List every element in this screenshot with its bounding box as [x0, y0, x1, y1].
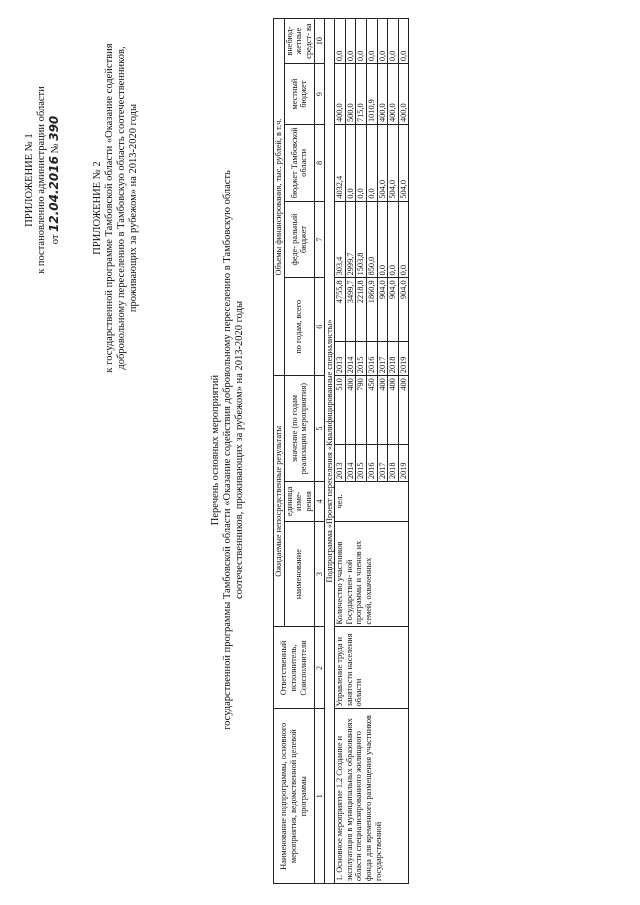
activity-responsible: Управление труда и занятости населения области: [335, 627, 409, 709]
col-header-local: местный бюджет: [284, 64, 314, 125]
col-header-value: значение (по годам реализации мероприятия): [284, 376, 314, 482]
appendix1-number: 390: [47, 115, 61, 141]
cell-fin-year: 2014: [345, 341, 356, 375]
appendix2-line2: добровольному переселению в Тамбовскую область соотечественников,: [116, 46, 127, 370]
cell-local: 500,0: [345, 64, 356, 125]
cell-federal: 1503,8: [356, 201, 367, 278]
appendix1-line1: к постановлению администрации области: [36, 86, 47, 274]
col-header-unit: единица изме- рения: [284, 482, 314, 522]
cell-value: 400: [377, 376, 388, 445]
col-header-responsible: Ответственный исполнитель, Соисполнители: [274, 627, 315, 709]
cell-value: 400: [345, 376, 356, 445]
cell-year: 2019: [398, 445, 409, 482]
cell-regional: 0,0: [345, 124, 356, 201]
cell-extra: 0,0: [345, 19, 356, 64]
cell-value: 510: [335, 376, 346, 445]
col-header-regional: бюджет Тамбовской области: [284, 124, 314, 201]
cell-extra: 0,0: [366, 19, 377, 64]
col-header-ind-name: наименование: [284, 521, 314, 627]
cell-local: 400,0: [335, 64, 346, 125]
rotated-sheet: [10, 10, 610, 890]
cell-value: 790: [356, 376, 367, 445]
col-num-8: 8: [314, 124, 324, 201]
appendix1-date-prefix: от: [50, 234, 61, 245]
cell-fin-year: 2018: [388, 341, 399, 375]
cell-total: 2218,8: [356, 278, 367, 341]
cell-extra: 0,0: [377, 19, 388, 64]
cell-local: 400,0: [388, 64, 399, 125]
heading-line3: соотечественников, проживающих за рубежом» на 2013-2020 годы: [234, 300, 245, 600]
appendix1-line2: [48, 30, 62, 330]
activities-table: [273, 18, 409, 884]
cell-year: 2014: [345, 445, 356, 482]
appendix2-line3: проживающих за рубежом» на 2013-2020 годы: [128, 103, 139, 313]
cell-local: 400,0: [377, 64, 388, 125]
col-num-4: 4: [314, 482, 324, 522]
col-num-1: 1: [314, 709, 324, 884]
col-header-by-years: по годам, всего: [284, 278, 314, 376]
cell-extra: 0,0: [356, 19, 367, 64]
cell-regional: 504,0: [377, 124, 388, 201]
subprogram-row: [324, 19, 335, 884]
cell-value: 450: [366, 376, 377, 445]
col-header-finance: Объемы финансирования, тыс. рублей, в т.ч.: [274, 19, 285, 376]
activity-name: 1. Основное мероприятие 1.2 Создание и эксплуатация в муниципальных образованиях области специализированного жилищного фонда для временного размещения участников государственной: [335, 709, 409, 884]
cell-year: 2017: [377, 445, 388, 482]
cell-year: 2015: [356, 445, 367, 482]
cell-local: 715,0: [356, 64, 367, 125]
cell-total: 4755,8: [335, 278, 346, 341]
cell-regional: 504,0: [398, 124, 409, 201]
col-header-extra: внебюд- жетные средст- ва: [284, 19, 314, 64]
subprogram-title: Подпрограмма «Проект переселения «Квалифицированные специалисты»: [324, 19, 335, 884]
appendix1-number-label: №: [50, 143, 61, 154]
document-heading: [210, 110, 246, 790]
col-header-federal: феде- ральный бюджет: [284, 201, 314, 278]
col-header-name: Наименование подпрограммы, основного мероприятия, ведомственной целевой программы: [274, 709, 315, 884]
appendix2-title: ПРИЛОЖЕНИЕ № 2: [92, 161, 103, 255]
activity-indicator: Количество участников Государствен- ной программы и членов их семей, охваченных: [335, 521, 409, 627]
col-num-6: 6: [314, 278, 324, 376]
cell-total: 1860,9: [366, 278, 377, 341]
cell-total: 904,0: [377, 278, 388, 341]
appendix2-block: [92, 18, 140, 398]
cell-total: 3499,7: [345, 278, 356, 341]
table-row: [335, 19, 346, 884]
cell-year: 2018: [388, 445, 399, 482]
cell-regional: 0,0: [356, 124, 367, 201]
cell-fin-year: 2017: [377, 341, 388, 375]
col-header-expected: Ожидаемые непосредственные результаты: [274, 376, 285, 627]
appendix1-title: ПРИЛОЖЕНИЕ № 1: [24, 133, 35, 227]
col-num-7: 7: [314, 201, 324, 278]
cell-year: 2016: [366, 445, 377, 482]
col-num-10: 10: [314, 19, 324, 64]
column-number-row: [314, 19, 324, 884]
cell-federal: 303,4: [335, 201, 346, 278]
cell-regional: 4032,4: [335, 124, 346, 201]
cell-fin-year: 2019: [398, 341, 409, 375]
col-num-3: 3: [314, 521, 324, 627]
cell-fin-year: 2016: [366, 341, 377, 375]
appendix1-block: [24, 30, 62, 330]
cell-regional: 0,0: [366, 124, 377, 201]
cell-federal: 0,0: [388, 201, 399, 278]
cell-extra: 0,0: [388, 19, 399, 64]
cell-federal: 850,0: [366, 201, 377, 278]
cell-regional: 504,0: [388, 124, 399, 201]
cell-extra: 0,0: [335, 19, 346, 64]
cell-fin-year: 2015: [356, 341, 367, 375]
cell-local: 1010,9: [366, 64, 377, 125]
heading-line2: государственной программы Тамбовской области «Оказание содействия добровольному переселению в Тамбовскую область: [222, 170, 233, 730]
cell-fin-year: 2013: [335, 341, 346, 375]
appendix1-date: 12.04.2016: [47, 156, 61, 232]
cell-value: 400: [398, 376, 409, 445]
cell-total: 904,0: [388, 278, 399, 341]
col-num-2: 2: [314, 627, 324, 709]
cell-federal: 0,0: [377, 201, 388, 278]
cell-federal: 0,0: [398, 201, 409, 278]
activity-unit: чел.: [335, 482, 409, 522]
cell-total: 904,0: [398, 278, 409, 341]
cell-year: 2013: [335, 445, 346, 482]
appendix2-line1: к государственной программе Тамбовской области «Оказание содействия: [104, 43, 115, 373]
heading-line1: Перечень основных мероприятий: [210, 374, 221, 526]
col-num-5: 5: [314, 376, 324, 482]
cell-federal: 2999,7: [345, 201, 356, 278]
header-row-1: [274, 19, 285, 884]
col-num-9: 9: [314, 64, 324, 125]
cell-value: 400: [388, 376, 399, 445]
cell-local: 400,0: [398, 64, 409, 125]
cell-extra: 0,0: [398, 19, 409, 64]
